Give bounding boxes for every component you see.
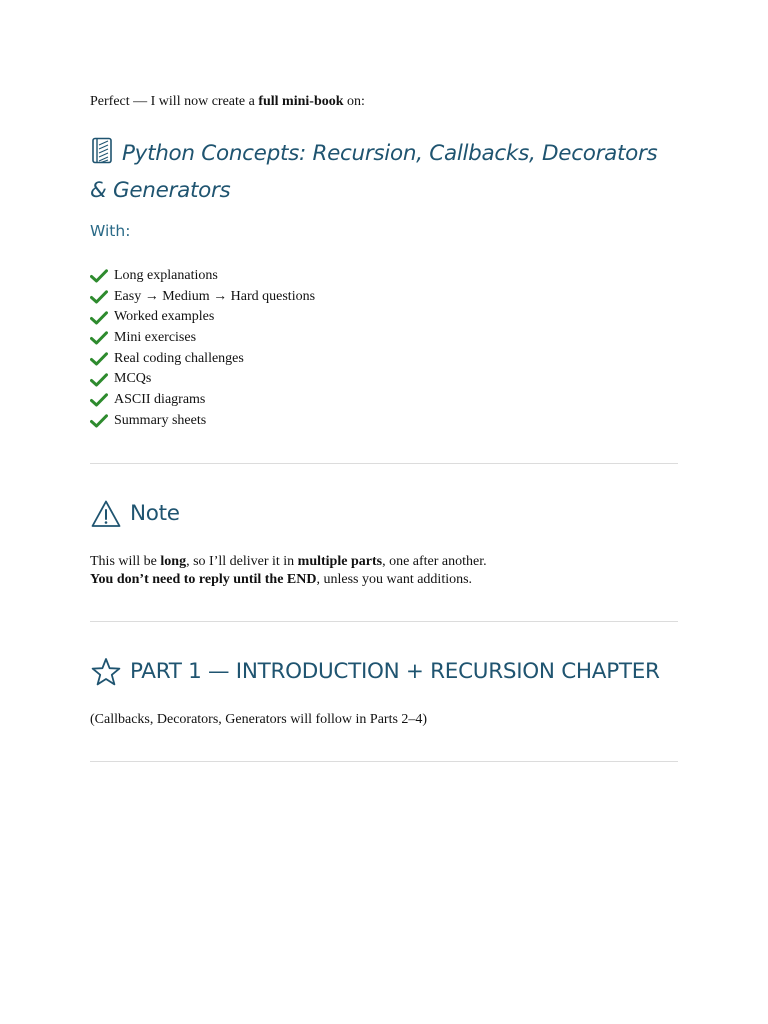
intro-bold: full mini-book	[258, 94, 344, 109]
list-item	[90, 307, 315, 328]
note-bold: You don’t need to reply until the END	[90, 572, 317, 587]
feature-list	[90, 266, 315, 432]
star-icon	[90, 656, 122, 688]
divider	[90, 621, 678, 622]
part1-heading-text: PART 1 — INTRODUCTION + RECURSION CHAPTER	[130, 659, 660, 684]
list-item	[90, 287, 315, 308]
list-item	[90, 390, 315, 411]
note-text: , so I’ll deliver it in	[186, 554, 298, 569]
intro-line	[90, 93, 365, 111]
note-line-2	[90, 571, 472, 589]
feature-label: ASCII diagrams	[114, 392, 206, 408]
intro-suffix: on:	[343, 94, 365, 109]
feature-label: MCQs	[114, 371, 152, 387]
check-icon	[90, 373, 108, 387]
note-heading-text: Note	[130, 501, 180, 526]
note-line-1	[90, 553, 487, 571]
note-bold: long	[160, 554, 187, 569]
divider	[90, 761, 678, 762]
book-title-text: Python Concepts: Recursion, Callbacks, Decorators & Generators	[90, 141, 658, 203]
feature-label: Summary sheets	[114, 412, 207, 428]
list-item	[90, 369, 315, 390]
feature-label: Easy → Medium → Hard questions	[114, 288, 316, 304]
feature-label: Worked examples	[114, 309, 215, 325]
list-item	[90, 328, 315, 349]
feature-label: Real coding challenges	[114, 350, 244, 366]
warning-icon	[90, 498, 122, 530]
check-icon	[90, 331, 108, 345]
book-icon	[90, 137, 114, 165]
note-text: , one after another.	[382, 554, 487, 569]
intro-prefix: Perfect — I will now create a	[90, 94, 259, 109]
part1-heading	[90, 656, 660, 688]
check-icon	[90, 393, 108, 407]
check-icon	[90, 414, 108, 428]
check-icon	[90, 311, 108, 325]
note-heading	[90, 498, 180, 530]
note-text: This will be	[90, 554, 161, 569]
check-icon	[90, 352, 108, 366]
feature-label: Mini exercises	[114, 330, 197, 346]
list-item	[90, 411, 315, 432]
book-title	[90, 135, 678, 209]
divider	[90, 463, 678, 464]
check-icon	[90, 290, 108, 304]
with-heading: With:	[90, 222, 131, 240]
note-bold: multiple parts	[297, 554, 383, 569]
check-icon	[90, 269, 108, 283]
list-item	[90, 349, 315, 370]
note-text: , unless you want additions.	[316, 572, 473, 587]
feature-label: Long explanations	[114, 268, 218, 283]
part1-subtitle: (Callbacks, Decorators, Generators will follow in Parts 2–4)	[90, 712, 428, 727]
list-item	[90, 266, 315, 287]
